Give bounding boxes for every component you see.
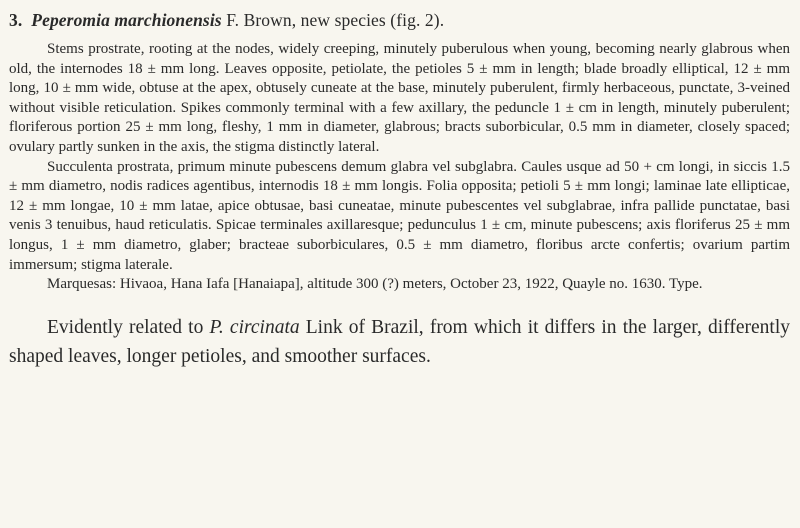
specimen-citation: Marquesas: Hivaoa, Hana Iafa [Hanaiapa], altitude 300 (?) meters, October 23, 1922, Quayle no. 1630. Type. xyxy=(47,276,703,293)
species-name: Peperomia marchionensis xyxy=(31,10,222,30)
remark-after: Link of Brazil, from which it differs in the larger, differently shaped leaves, longer petioles, and smoother surfaces. xyxy=(9,316,790,367)
description-latin: Succulenta prostrata, primum minute pubescens demum glabra vel subglabra. Caules usque ad 50 + cm longi, in siccis 1.5 ± mm diametro, nodis radices agentibus, internodis 18 ± mm longis. Folia opposita; petioli 5 ± mm longi; laminae late ellipticae, 12 ± mm longae, 10 ± mm latae, apice obtusae, basi cuneatae, minute pubescentes vel subglabrae, infra pallide punctatae, basi venis 3 tenuibus, haud reticulatis. Spicae terminales axillaresque; pedunculus 1 ± cm, minute pubescens; axis floriferus 25 ± mm longus, 1 ± mm diametro, glaber; bracteae suborbiculares, 0.5 ± mm diametro, floribus arcte confertis; ovarium partim immersum; stigma laterale. xyxy=(9,158,790,273)
remark-species: P. circinata xyxy=(209,316,300,338)
species-heading-rest: F. Brown, new species (fig. 2). xyxy=(226,10,445,30)
remark-before: Evidently related to xyxy=(47,316,204,338)
species-number: 3. xyxy=(9,10,23,30)
remark-paragraph xyxy=(9,313,790,371)
description-english: Stems prostrate, rooting at the nodes, widely creeping, minutely puberulous when young, becoming nearly glabrous when old, the internodes 18 ± mm long. Leaves opposite, petiolate, the petioles 5 ± mm in length; blade broadly elliptical, 12 ± mm long, 10 ± mm wide, obtuse at the apex, obtusely cuneate at the base, minutely puberulent, firmly herbaceous, punctate, 3-veined without visible reticulation. Spikes commonly terminal with a few axillary, the peduncle 1 ± cm in length, minutely puberulent; floriferous portion 25 ± mm long, fleshy, 1 mm in diameter, glabrous; bracts suborbicular, 0.5 mm in diameter, closely spaced; ovulary partly sunken in the axis, the stigma distinctly lateral. xyxy=(9,41,790,155)
species-heading xyxy=(9,8,790,32)
